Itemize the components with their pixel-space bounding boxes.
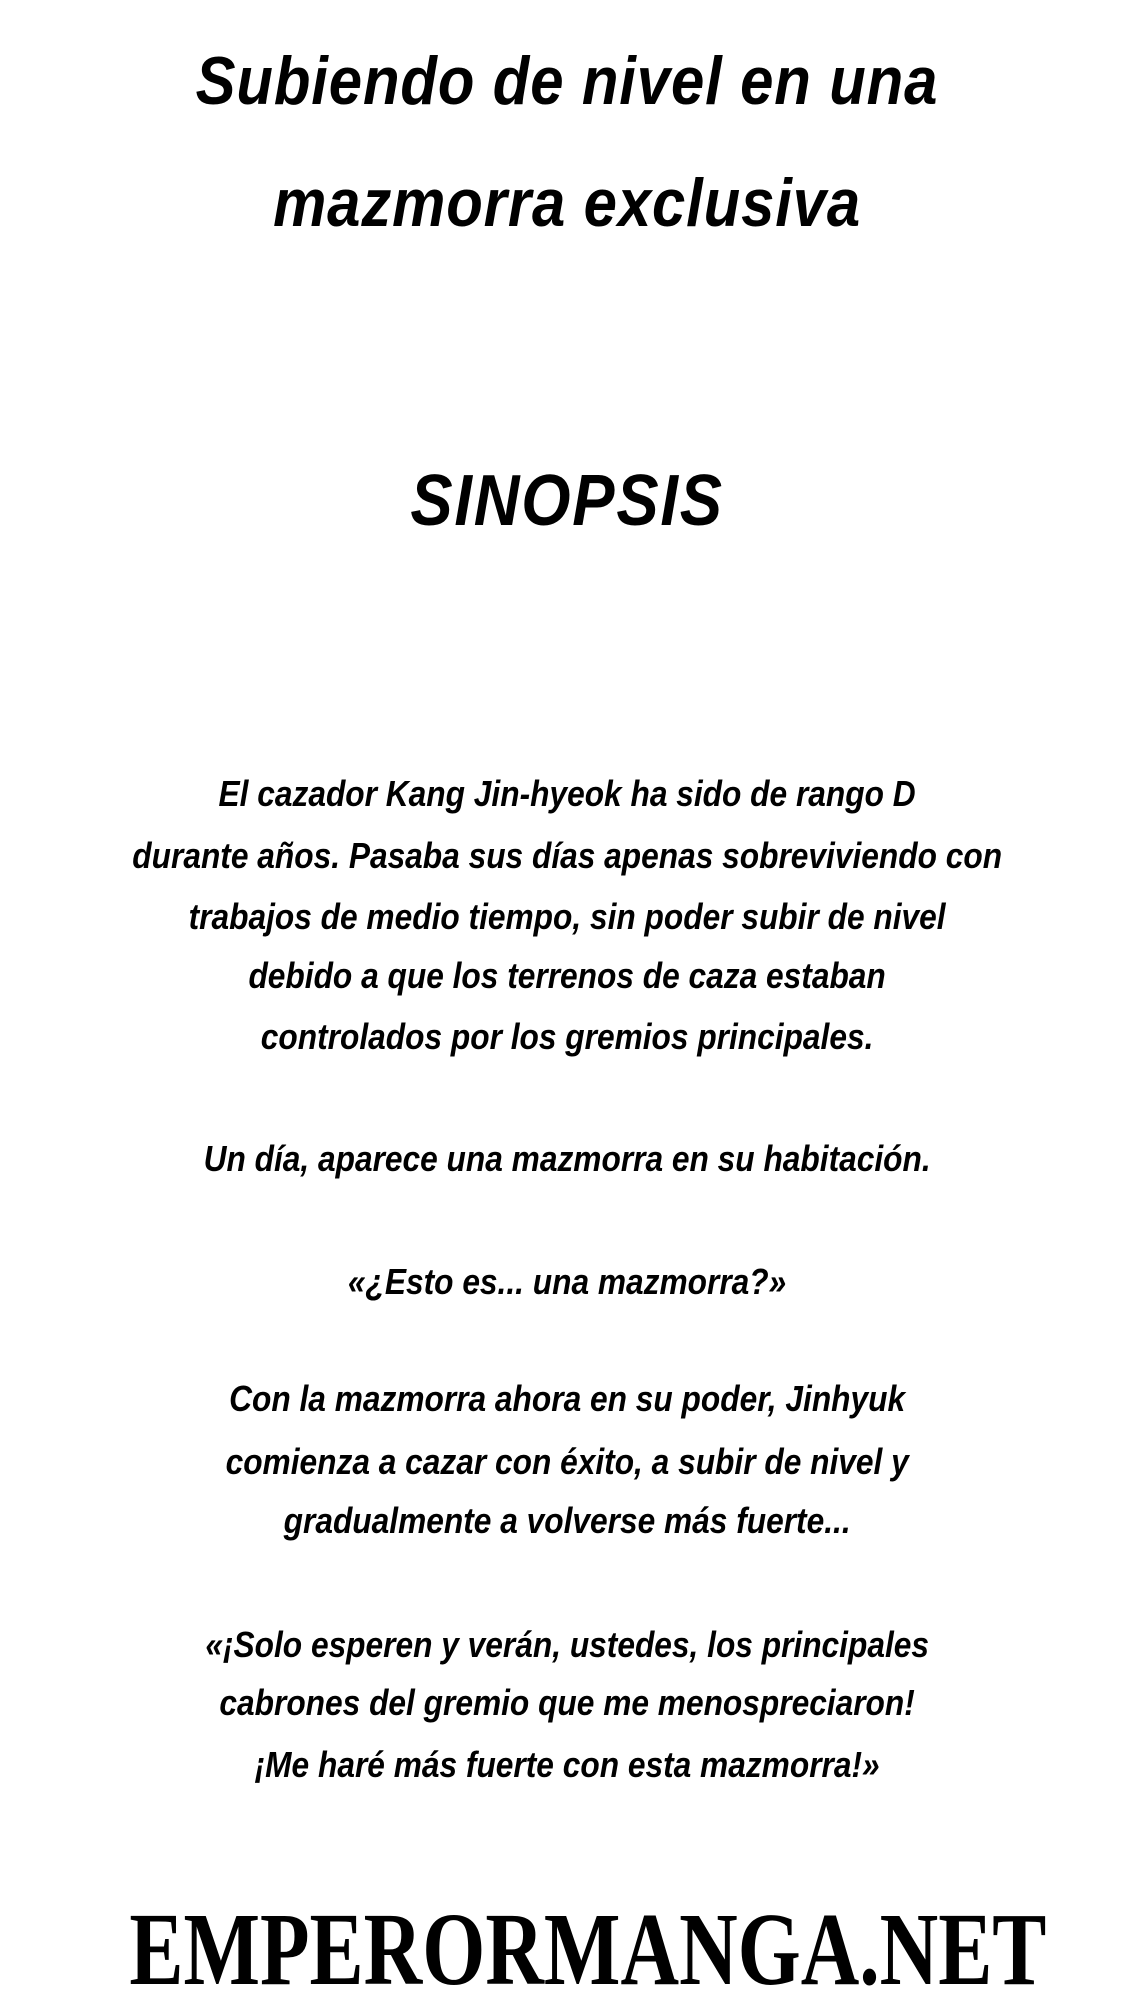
synopsis-line: Un día, aparece una mazmorra en su habitación.: [203, 1138, 931, 1179]
synopsis-line: durante años. Pasaba sus días apenas sobreviviendo con: [132, 835, 1002, 876]
site-watermark: EMPERORMANGA.NET: [129, 1892, 1047, 2007]
title-line-1: Subiendo de nivel en una: [195, 43, 939, 119]
synopsis-line: debido a que los terrenos de caza estaban: [248, 955, 886, 996]
synopsis-line: El cazador Kang Jin-hyeok ha sido de rango D: [218, 773, 916, 814]
title-line-2: mazmorra exclusiva: [273, 165, 861, 241]
synopsis-line: trabajos de medio tiempo, sin poder subir de nivel: [188, 896, 946, 937]
synopsis-quote: «¿Esto es... una mazmorra?»: [347, 1261, 787, 1302]
synopsis-line: comienza a cazar con éxito, a subir de nivel y: [225, 1441, 909, 1482]
synopsis-line: gradualmente a volverse más fuerte...: [283, 1500, 851, 1541]
synopsis-line: controlados por los gremios principales.: [260, 1016, 874, 1057]
synopsis-heading: SINOPSIS: [410, 461, 724, 541]
synopsis-line: Con la mazmorra ahora en su poder, Jinhyuk: [228, 1378, 906, 1419]
synopsis-quote: «¡Solo esperen y verán, ustedes, los principales: [205, 1624, 929, 1665]
synopsis-quote: ¡Me haré más fuerte con esta mazmorra!»: [254, 1744, 880, 1785]
synopsis-quote: cabrones del gremio que me menospreciaron!: [219, 1682, 915, 1723]
